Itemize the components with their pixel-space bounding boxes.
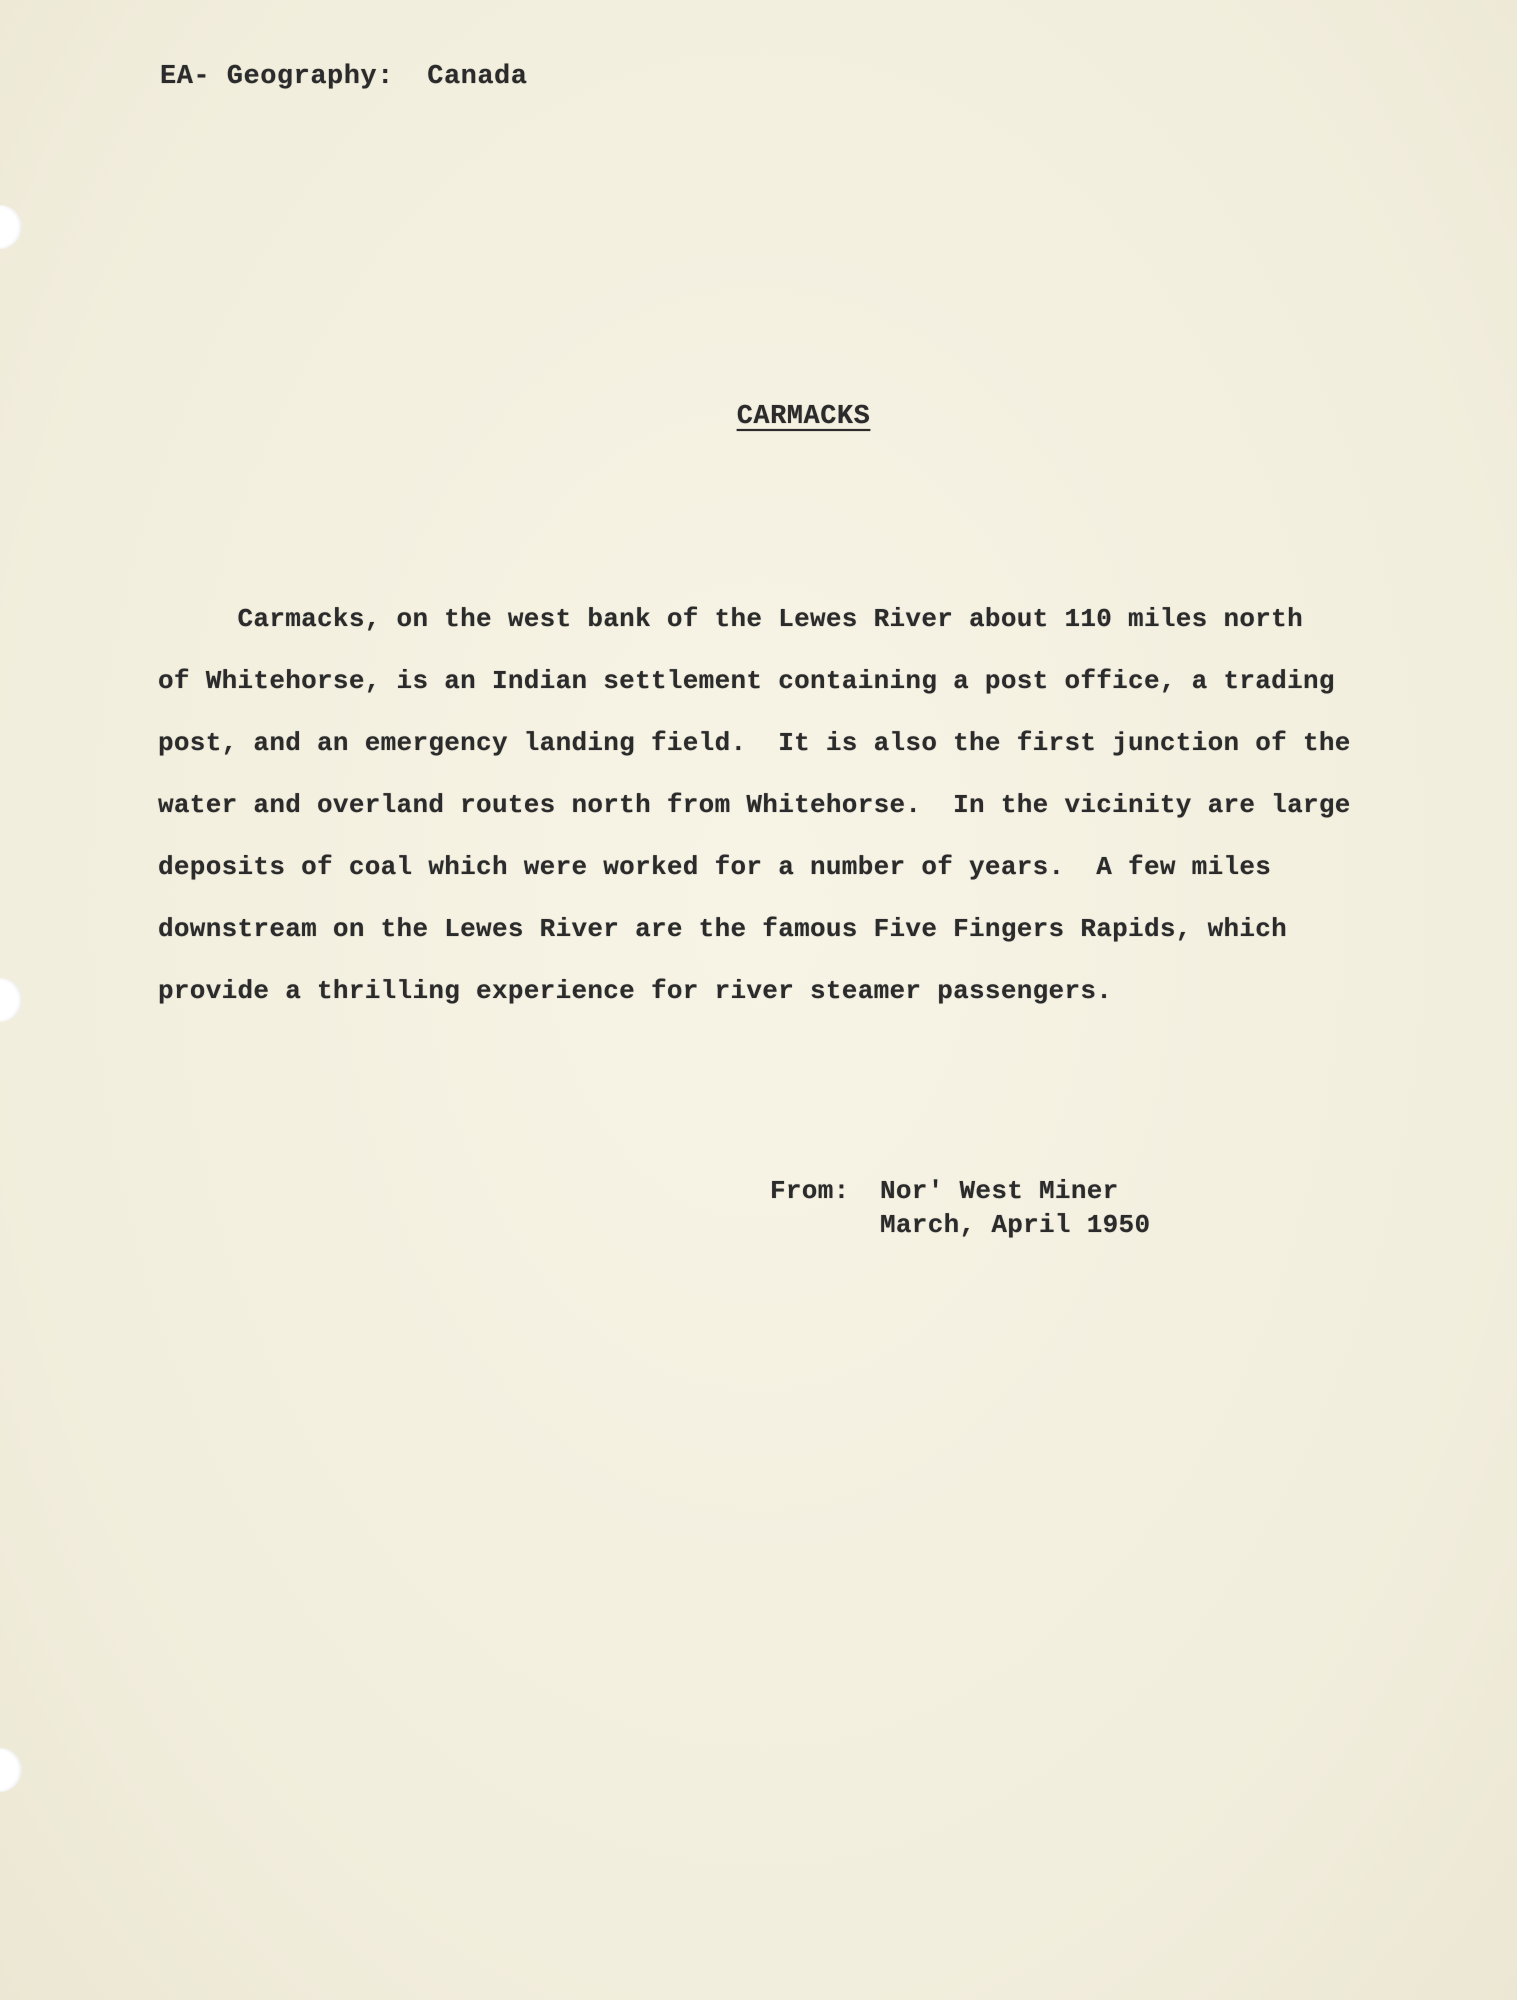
source-row	[770, 1174, 1150, 1208]
punch-hole	[0, 978, 22, 1022]
document-title	[0, 402, 1517, 432]
title-text: CARMACKS	[736, 402, 871, 432]
source-date: March, April 1950	[880, 1210, 1151, 1240]
body-line: deposits of coal which were worked for a number of years. A few miles	[158, 852, 1272, 882]
body-paragraph	[158, 588, 1358, 1022]
source-publication: Nor' West Miner	[880, 1176, 1119, 1206]
body-line: post, and an emergency landing field. It is also the first junction of the	[158, 728, 1351, 758]
punch-hole	[0, 1748, 22, 1792]
body-line: downstream on the Lewes River are the famous Five Fingers Rapids, which	[158, 914, 1288, 944]
body-line: of Whitehorse, is an Indian settlement containing a post office, a trading	[158, 666, 1335, 696]
punch-hole	[0, 205, 22, 249]
source-label: From:	[770, 1176, 850, 1206]
document-header: EA- Geography: Canada	[160, 62, 528, 92]
source-citation	[770, 1174, 1150, 1242]
body-line: Carmacks, on the west bank of the Lewes River about 110 miles north	[158, 604, 1303, 634]
source-row	[770, 1208, 1150, 1242]
body-line: provide a thrilling experience for river steamer passengers.	[158, 976, 1113, 1006]
body-line: water and overland routes north from Whitehorse. In the vicinity are large	[158, 790, 1351, 820]
